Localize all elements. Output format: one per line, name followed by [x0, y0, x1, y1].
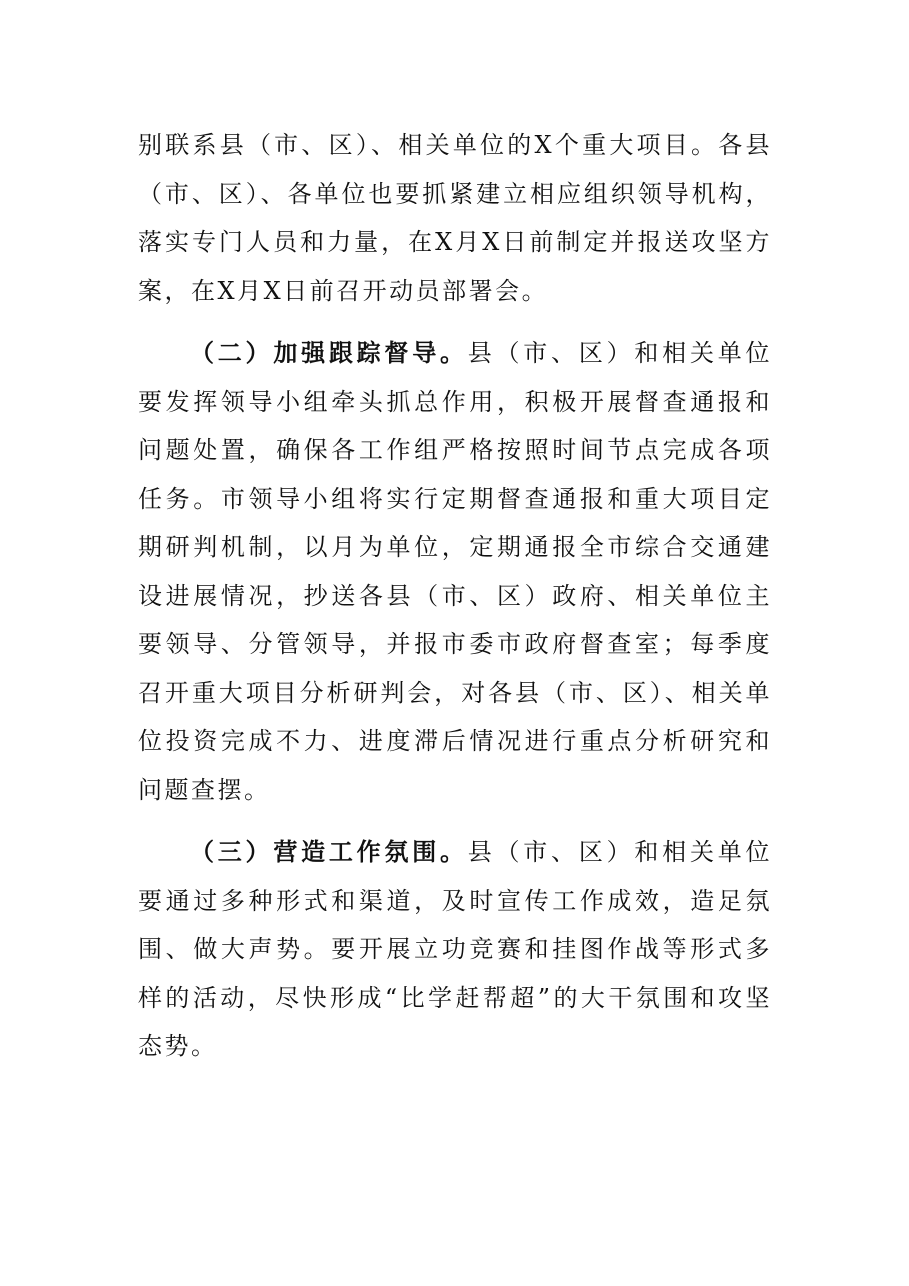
document-body: [138, 121, 772, 1071]
section-heading-tracking: （二）加强跟踪督导。: [190, 339, 468, 367]
paragraph-work-atmosphere: [138, 828, 772, 1071]
paragraph-tracking-supervision: [138, 329, 772, 814]
paragraph-continuation: 别联系县（市、区）、相关单位的X个重大项目。各县（市、区）、各单位也要抓紧建立相应组织领导机构，落实专门人员和力量，在X月X日前制定并报送攻坚方案，在X月X日前召开动员部署会。: [138, 131, 772, 305]
section-body-atmosphere: 县（市、区）和相关单位要通过多种形式和渠道，及时宣传工作成效，造足氛围、做大声势。要开展立功竞赛和挂图作战等形式多样的活动，尽快形成“比学赶帮超”的大干氛围和攻坚态势。: [138, 838, 772, 1060]
section-body-tracking: 县（市、区）和相关单位要发挥领导小组牵头抓总作用，积极开展督查通报和问题处置，确保各工作组严格按照时间节点完成各项任务。市领导小组将实行定期督查通报和重大项目定期研判机制，以月为单位，定期通报全市综合交通建设进展情况，抄送各县（市、区）政府、相关单位主要领导、分管领导，并报市委市政府督查室；每季度召开重大项目分析研判会，对各县（市、区）、相关单位投资完成不力、进度滞后情况进行重点分析研究和问题查摆。: [138, 339, 772, 804]
section-heading-atmosphere: （三）营造工作氛围。: [190, 838, 468, 866]
